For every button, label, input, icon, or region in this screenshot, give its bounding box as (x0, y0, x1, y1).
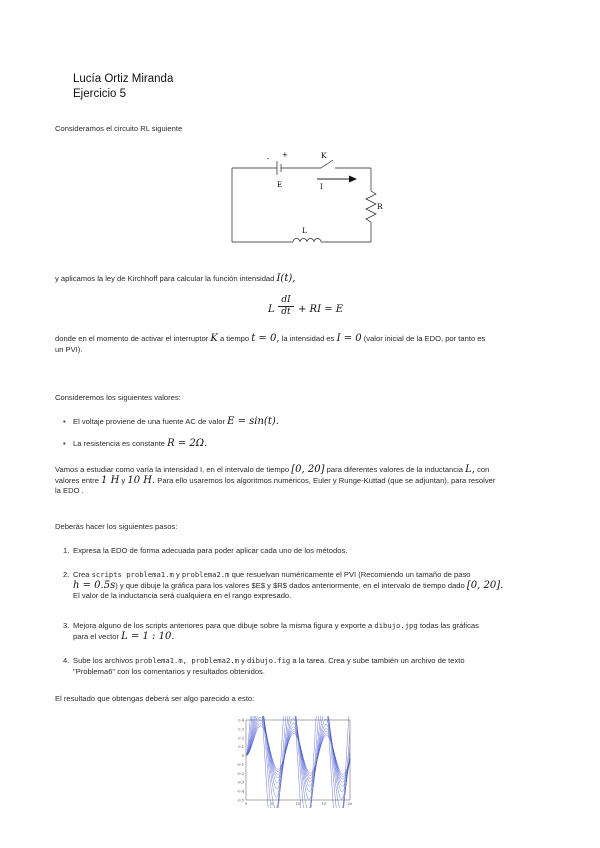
steps-intro: Deberás hacer los siguientes pasos: (55, 522, 178, 531)
y-tick-label: 0.3 (238, 727, 244, 732)
x-tick-label: 15 (321, 802, 327, 806)
ic-part3: la intensidad es (281, 334, 335, 343)
s3-code: dibujo.jpg (374, 621, 418, 630)
study-l3: la EDO . (55, 486, 84, 495)
s2-code2: problema2.m (181, 570, 230, 579)
step-2-text (73, 570, 545, 602)
ic-K: K (210, 333, 218, 344)
eq-rest: + RI = E (298, 304, 344, 315)
label-plus: + (282, 151, 288, 159)
step-3 (63, 621, 545, 642)
study-l1c: con (477, 465, 490, 474)
eq-denominator: dt (281, 307, 291, 317)
s3-c: para el vector (73, 631, 120, 641)
step-4-text (73, 656, 545, 677)
y-tick-label: -0.1 (237, 762, 244, 767)
bullet-resistance (63, 439, 533, 450)
s4-c: a la tarea. Crea y sube también un archivo de texto (292, 656, 465, 665)
s2-e: El valor de la inductancia será cualquiera en el rango expresado. (73, 591, 292, 600)
label-E: E (277, 181, 283, 189)
study-1H: 1 H (101, 474, 120, 486)
s3-b: todas las gráficas (419, 621, 479, 630)
y-tick-label: 0 (241, 754, 244, 759)
x-tick-label: 5 (270, 802, 274, 806)
step-1-number: 1. (63, 546, 70, 555)
x-tick-label: 10 (295, 802, 301, 806)
study-L: L, (465, 464, 475, 475)
eq-fraction (278, 295, 294, 318)
y-tick-label: -0.4 (237, 789, 244, 794)
switch-lever (321, 160, 333, 168)
inductor-coil (293, 239, 321, 243)
bullet-voltage (63, 417, 533, 428)
y-tick-label: 0.2 (238, 736, 244, 741)
x-tick-label: 20 (347, 802, 353, 806)
values-intro: Consideremos los siguientes valores: (55, 393, 181, 402)
bullet-resistance-text: La resistencia es constante (73, 438, 166, 448)
exercise-title: Ejercicio 5 (73, 88, 127, 100)
step-4 (63, 656, 545, 677)
study-interval: [0, 20] (291, 464, 325, 475)
ic-t0: t = 0, (251, 333, 280, 344)
step-1-text: Expresa la EDO de forma adecuada para poder aplicar cada uno de los métodos. (73, 546, 348, 555)
s2-int: [0, 20]. (466, 579, 504, 591)
intensity-symbol: I(t), (276, 273, 296, 284)
bullet-voltage-text: El voltaje proviene de una fuente AC de valor (73, 417, 225, 426)
ic-part1: donde en el momento de activar el interruptor (55, 334, 209, 343)
resistor-zigzag (366, 191, 376, 222)
plot-x-ticks (245, 802, 353, 806)
step-2 (63, 570, 545, 602)
s2-code1: scripts problema1.m (91, 570, 174, 579)
document-header (73, 72, 173, 102)
label-K: K (321, 151, 327, 160)
s2-c: que resuelvan numéricamente el PVI (Recomiendo un tamaño de paso (231, 570, 471, 579)
study-l2b: Para ello usaremos los algoritmos numéricos, Euler y Runge-Kuttad (que se adjuntan), para resolver (157, 475, 496, 485)
study-10H: 10 H. (127, 474, 156, 486)
values-list (63, 417, 533, 449)
label-minus: - (267, 155, 270, 163)
ic-part2: a tiempo (219, 334, 250, 343)
step-3-text (73, 621, 545, 642)
eq-numerator: dI (278, 295, 294, 307)
s2-a: Crea (73, 570, 90, 579)
y-tick-label: -0.3 (237, 780, 244, 785)
ic-part4: (valor inicial de la EDO, por tanto es (363, 334, 486, 343)
ic-I0: I = 0 (336, 333, 362, 344)
s4-code2: dibujo.fig (246, 656, 291, 665)
kirchhoff-text (55, 274, 545, 285)
s3-math: L = 1 : 10. (121, 630, 175, 642)
y-tick-label: -0.2 (237, 771, 244, 776)
study-y: y (121, 475, 126, 485)
study-l1a: Vamos a estudiar como varía la intensidad I, en el intervalo de tiempo (55, 465, 290, 474)
kirchhoff-sentence: y aplicamos la ley de Kirchhoff para calcular la función intensidad (55, 274, 275, 283)
step-1 (63, 546, 545, 557)
label-R: R (377, 202, 383, 211)
initial-condition-text (55, 334, 545, 355)
author-name: Lucía Ortiz Miranda (73, 73, 174, 85)
y-tick-label: 0.4 (238, 718, 244, 723)
result-plot (232, 716, 357, 808)
step-3-number: 3. (63, 621, 70, 630)
s2-d: ) y que dibuje la gráfica para los valores $E$ y $R$ dados anteriormente, en el intervalo de tiempo dado (115, 580, 465, 590)
s2-b: y (175, 570, 180, 579)
y-tick-label: 0.1 (238, 745, 244, 750)
study-paragraph (55, 465, 545, 497)
study-l1b: para diferentes valores de la inductancia (326, 465, 463, 474)
y-tick-label: -0.5 (237, 798, 244, 803)
s4-d: "Problema6" con los comentarios y resultados obtenidos. (73, 666, 265, 676)
intro-text: Consideramos el circuito RL siguiente (55, 124, 183, 133)
s4-a: Sube los archivos (73, 656, 133, 665)
bullet-resistance-math: R = 2Ω. (167, 437, 208, 449)
current-arrow-head (349, 176, 357, 183)
result-intro: El resultado que obtengas deberá ser algo parecido a esto: (55, 694, 255, 703)
plot-y-ticks (237, 719, 245, 803)
step-4-number: 4. (63, 656, 70, 665)
study-l2a: valores entre (55, 475, 99, 485)
bullet-voltage-math: E = sin(t). (227, 416, 279, 427)
label-I: I (320, 183, 323, 191)
step-2-number: 2. (63, 570, 70, 579)
s4-code1: problema1.m, problema2.m (135, 656, 239, 665)
ic-part5: un PVI). (55, 344, 83, 354)
eq-L: L (268, 304, 275, 315)
s4-b: y (241, 656, 245, 665)
x-tick-label: 0 (244, 802, 248, 806)
s2-h: h = 0.5s (73, 579, 116, 591)
label-L: L (302, 226, 307, 235)
rl-circuit-diagram (225, 146, 390, 251)
s3-a: Mejora alguno de los scripts anteriores para que dibuje sobre la misma figura y exporte a (73, 621, 373, 630)
